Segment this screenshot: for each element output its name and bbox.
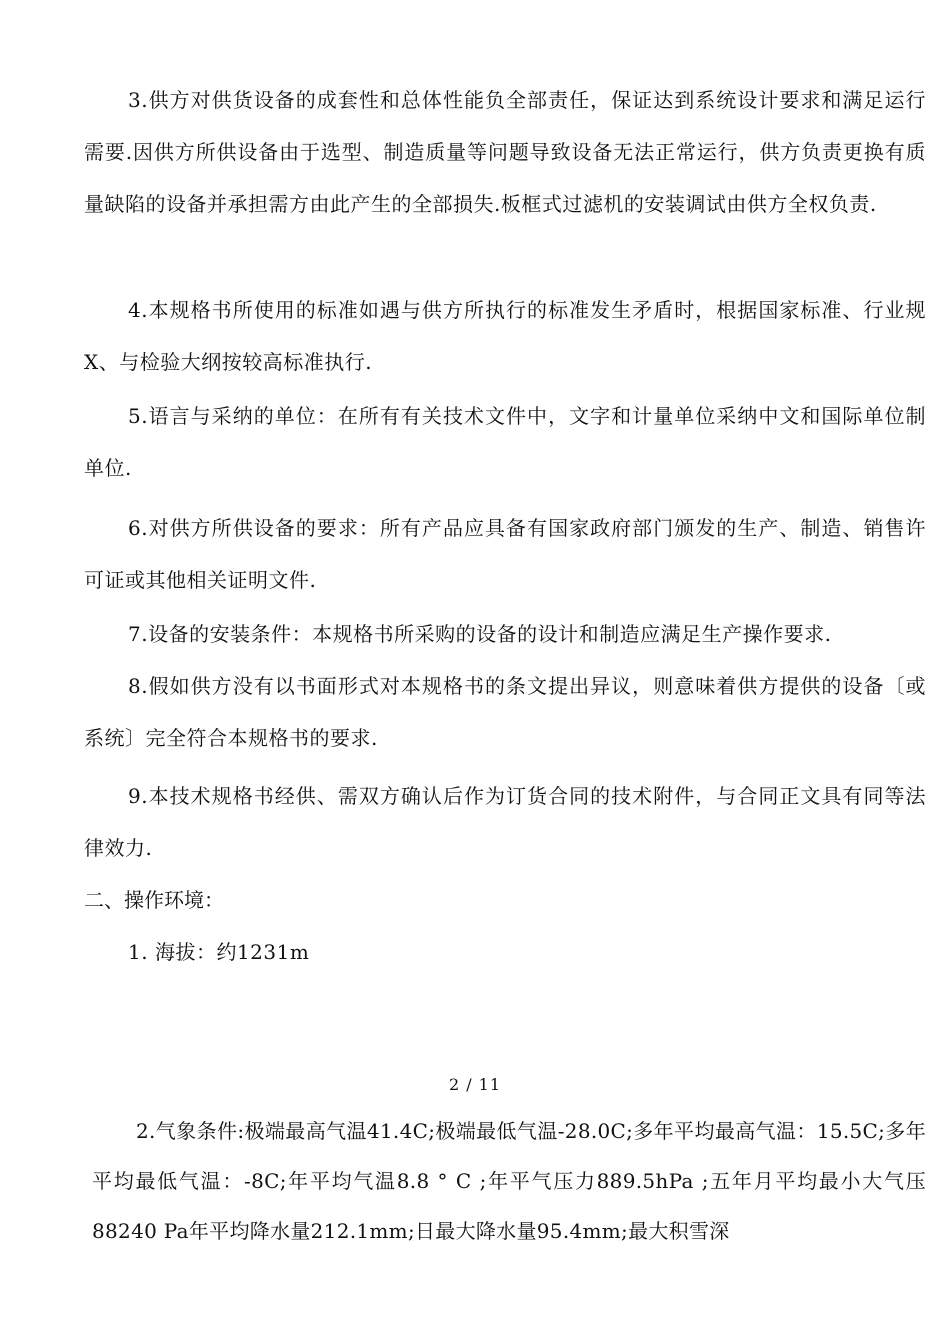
environment-item-climate: 2.气象条件:极端最高气温41.4C;极端最低气温-28.0C;多年平均最高气温：15.5C;多年平均最低气温：-8C;年平均气温8.8 ° C ;年平气压力889.5hPa ;五年月平均最小大气压88240 Pa年平均降水量212.1mm;日最大降水量95.4mm;最大积雪深 — [92, 1119, 926, 1243]
clause-8-paragraph: 8.假如供方没有以书面形式对本规格书的条文提出异议，则意味着供方提供的设备〔或系统〕完全符合本规格书的要求. — [84, 674, 926, 750]
clause-5-paragraph: 5.语言与采纳的单位：在所有有关技术文件中，文字和计量单位采纳中文和国际单位制单位. — [84, 404, 926, 480]
clause-3-paragraph: 3.供方对供货设备的成套性和总体性能负全部责任，保证达到系统设计要求和满足运行需要.因供方所供设备由于选型、制造质量等问题导致设备无法正常运行，供方负责更换有质量缺陷的设备并承担需方由此产生的全部损失.板框式过滤机的安装调试由供方全权负责. — [84, 88, 926, 216]
page-number: 2 / 11 — [448, 1075, 502, 1094]
clause-9-paragraph: 9.本技术规格书经供、需双方确认后作为订货合同的技术附件，与合同正文具有同等法律效力. — [84, 784, 926, 860]
environment-item-altitude: 1. 海拔：约1231m — [128, 940, 310, 964]
clause-4-paragraph: 4.本规格书所使用的标准如遇与供方所执行的标准发生矛盾时，根据国家标准、行业规X、与检验大纲按较高标准执行. — [84, 298, 926, 374]
clause-7-paragraph: 7.设备的安装条件：本规格书所采购的设备的设计和制造应满足生产操作要求. — [128, 622, 832, 646]
clause-6-paragraph: 6.对供方所供设备的要求：所有产品应具备有国家政府部门颁发的生产、制造、销售许可证或其他相关证明文件. — [84, 516, 926, 592]
section-heading-operating-environment: 二、操作环境： — [84, 888, 224, 912]
